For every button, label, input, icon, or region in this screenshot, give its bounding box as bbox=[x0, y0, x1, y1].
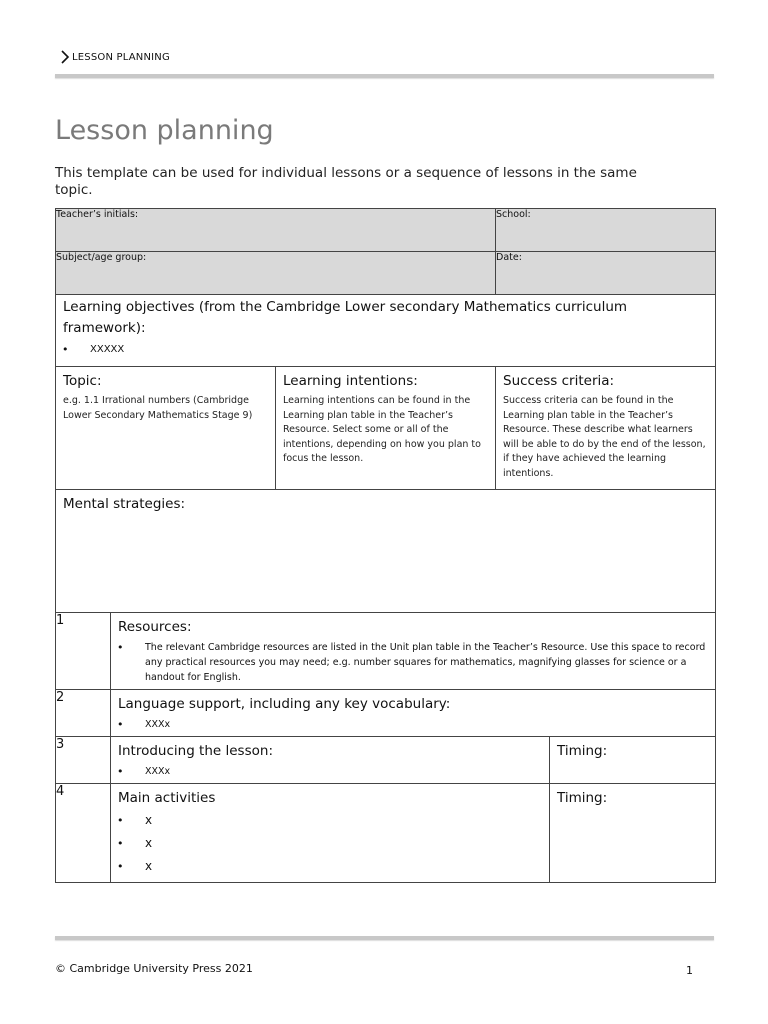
timing-label: Timing: bbox=[557, 790, 608, 806]
subject-age-label: Subject/age group: bbox=[56, 252, 147, 263]
objectives-heading: Learning objectives (from the Cambridge Lower secondary Mathematics curriculum framework): bbox=[63, 299, 628, 336]
teacher-school-row bbox=[56, 209, 716, 252]
mental-strategies-row bbox=[56, 490, 716, 613]
success-criteria-cell[interactable] bbox=[496, 367, 716, 490]
subject-age-field[interactable] bbox=[56, 252, 496, 295]
resources-cell[interactable] bbox=[111, 613, 716, 690]
list-item: • x bbox=[145, 855, 549, 878]
page-number: 1 bbox=[686, 964, 693, 977]
language-support-cell[interactable] bbox=[111, 690, 716, 737]
teacher-initials-label: Teacher’s initials: bbox=[56, 209, 139, 220]
copyright-text: © Cambridge University Press 2021 bbox=[55, 962, 253, 975]
table-row bbox=[56, 784, 716, 883]
row-number: 4 bbox=[56, 784, 111, 883]
list-item: • x bbox=[145, 832, 549, 855]
page-header bbox=[60, 50, 170, 64]
mental-strategies-cell[interactable] bbox=[56, 490, 716, 613]
introducing-lesson-list bbox=[111, 764, 549, 779]
date-label: Date: bbox=[496, 252, 522, 263]
footer-divider bbox=[55, 936, 714, 940]
learning-intentions-cell[interactable] bbox=[276, 367, 496, 490]
table-row bbox=[56, 690, 716, 737]
section-label: LESSON PLANNING bbox=[72, 51, 170, 63]
date-field[interactable] bbox=[496, 252, 716, 295]
subject-date-row bbox=[56, 252, 716, 295]
row-number: 3 bbox=[56, 737, 111, 784]
table-row bbox=[56, 737, 716, 784]
list-item: • x bbox=[145, 809, 549, 832]
objectives-cell[interactable] bbox=[56, 295, 716, 367]
topic-text: e.g. 1.1 Irrational numbers (Cambridge Lower Secondary Mathematics Stage 9) bbox=[63, 395, 253, 421]
resources-list bbox=[111, 640, 715, 685]
page-title: Lesson planning bbox=[55, 115, 274, 146]
language-support-heading: Language support, including any key vocabulary: bbox=[118, 696, 451, 712]
chevron-right-icon bbox=[60, 50, 70, 64]
timing-cell[interactable] bbox=[550, 784, 716, 883]
main-activities-heading: Main activities bbox=[118, 790, 216, 806]
header-divider bbox=[55, 74, 714, 78]
list-item: • The relevant Cambridge resources are listed in the Unit plan table in the Teacher’s Resource. Use this space to record any practical resources you may need; e.g. number squares for mathematics, magnifying glasses for science or a handout for English. bbox=[145, 640, 715, 685]
list-item: • XXXXX bbox=[90, 342, 715, 357]
resources-heading: Resources: bbox=[118, 619, 192, 635]
school-label: School: bbox=[496, 209, 531, 220]
introducing-lesson-cell[interactable] bbox=[111, 737, 550, 784]
mental-strategies-heading: Mental strategies: bbox=[63, 496, 186, 512]
row-number: 1 bbox=[56, 613, 111, 690]
success-criteria-heading: Success criteria: bbox=[503, 373, 615, 389]
main-activities-list bbox=[111, 809, 549, 878]
objectives-list bbox=[56, 342, 715, 357]
list-item: • XXXx bbox=[145, 717, 715, 732]
learning-intentions-text: Learning intentions can be found in the Learning plan table in the Teacher’s Resource. Select some or all of the intentions, depending on how you plan to focus the lesson. bbox=[283, 395, 481, 464]
language-support-list bbox=[111, 717, 715, 732]
row-number: 2 bbox=[56, 690, 111, 737]
timing-label: Timing: bbox=[557, 743, 608, 759]
timing-cell[interactable] bbox=[550, 737, 716, 784]
main-activities-cell[interactable] bbox=[111, 784, 550, 883]
list-item: • XXXx bbox=[145, 764, 549, 779]
topic-cell[interactable] bbox=[56, 367, 276, 490]
lesson-plan-table bbox=[55, 208, 716, 883]
success-criteria-text: Success criteria can be found in the Learning plan table in the Teacher’s Resource. These describe what learners will be able to do by the end of the lesson, if they have achieved the learning intentions. bbox=[503, 395, 706, 479]
objectives-row bbox=[56, 295, 716, 367]
learning-intentions-heading: Learning intentions: bbox=[283, 373, 418, 389]
topic-heading: Topic: bbox=[63, 373, 102, 389]
intro-text: This template can be used for individual lessons or a sequence of lessons in the same topic. bbox=[55, 165, 637, 198]
introducing-lesson-heading: Introducing the lesson: bbox=[118, 743, 273, 759]
topic-row bbox=[56, 367, 716, 490]
table-row bbox=[56, 613, 716, 690]
school-field[interactable] bbox=[496, 209, 716, 252]
teacher-initials-field[interactable] bbox=[56, 209, 496, 252]
